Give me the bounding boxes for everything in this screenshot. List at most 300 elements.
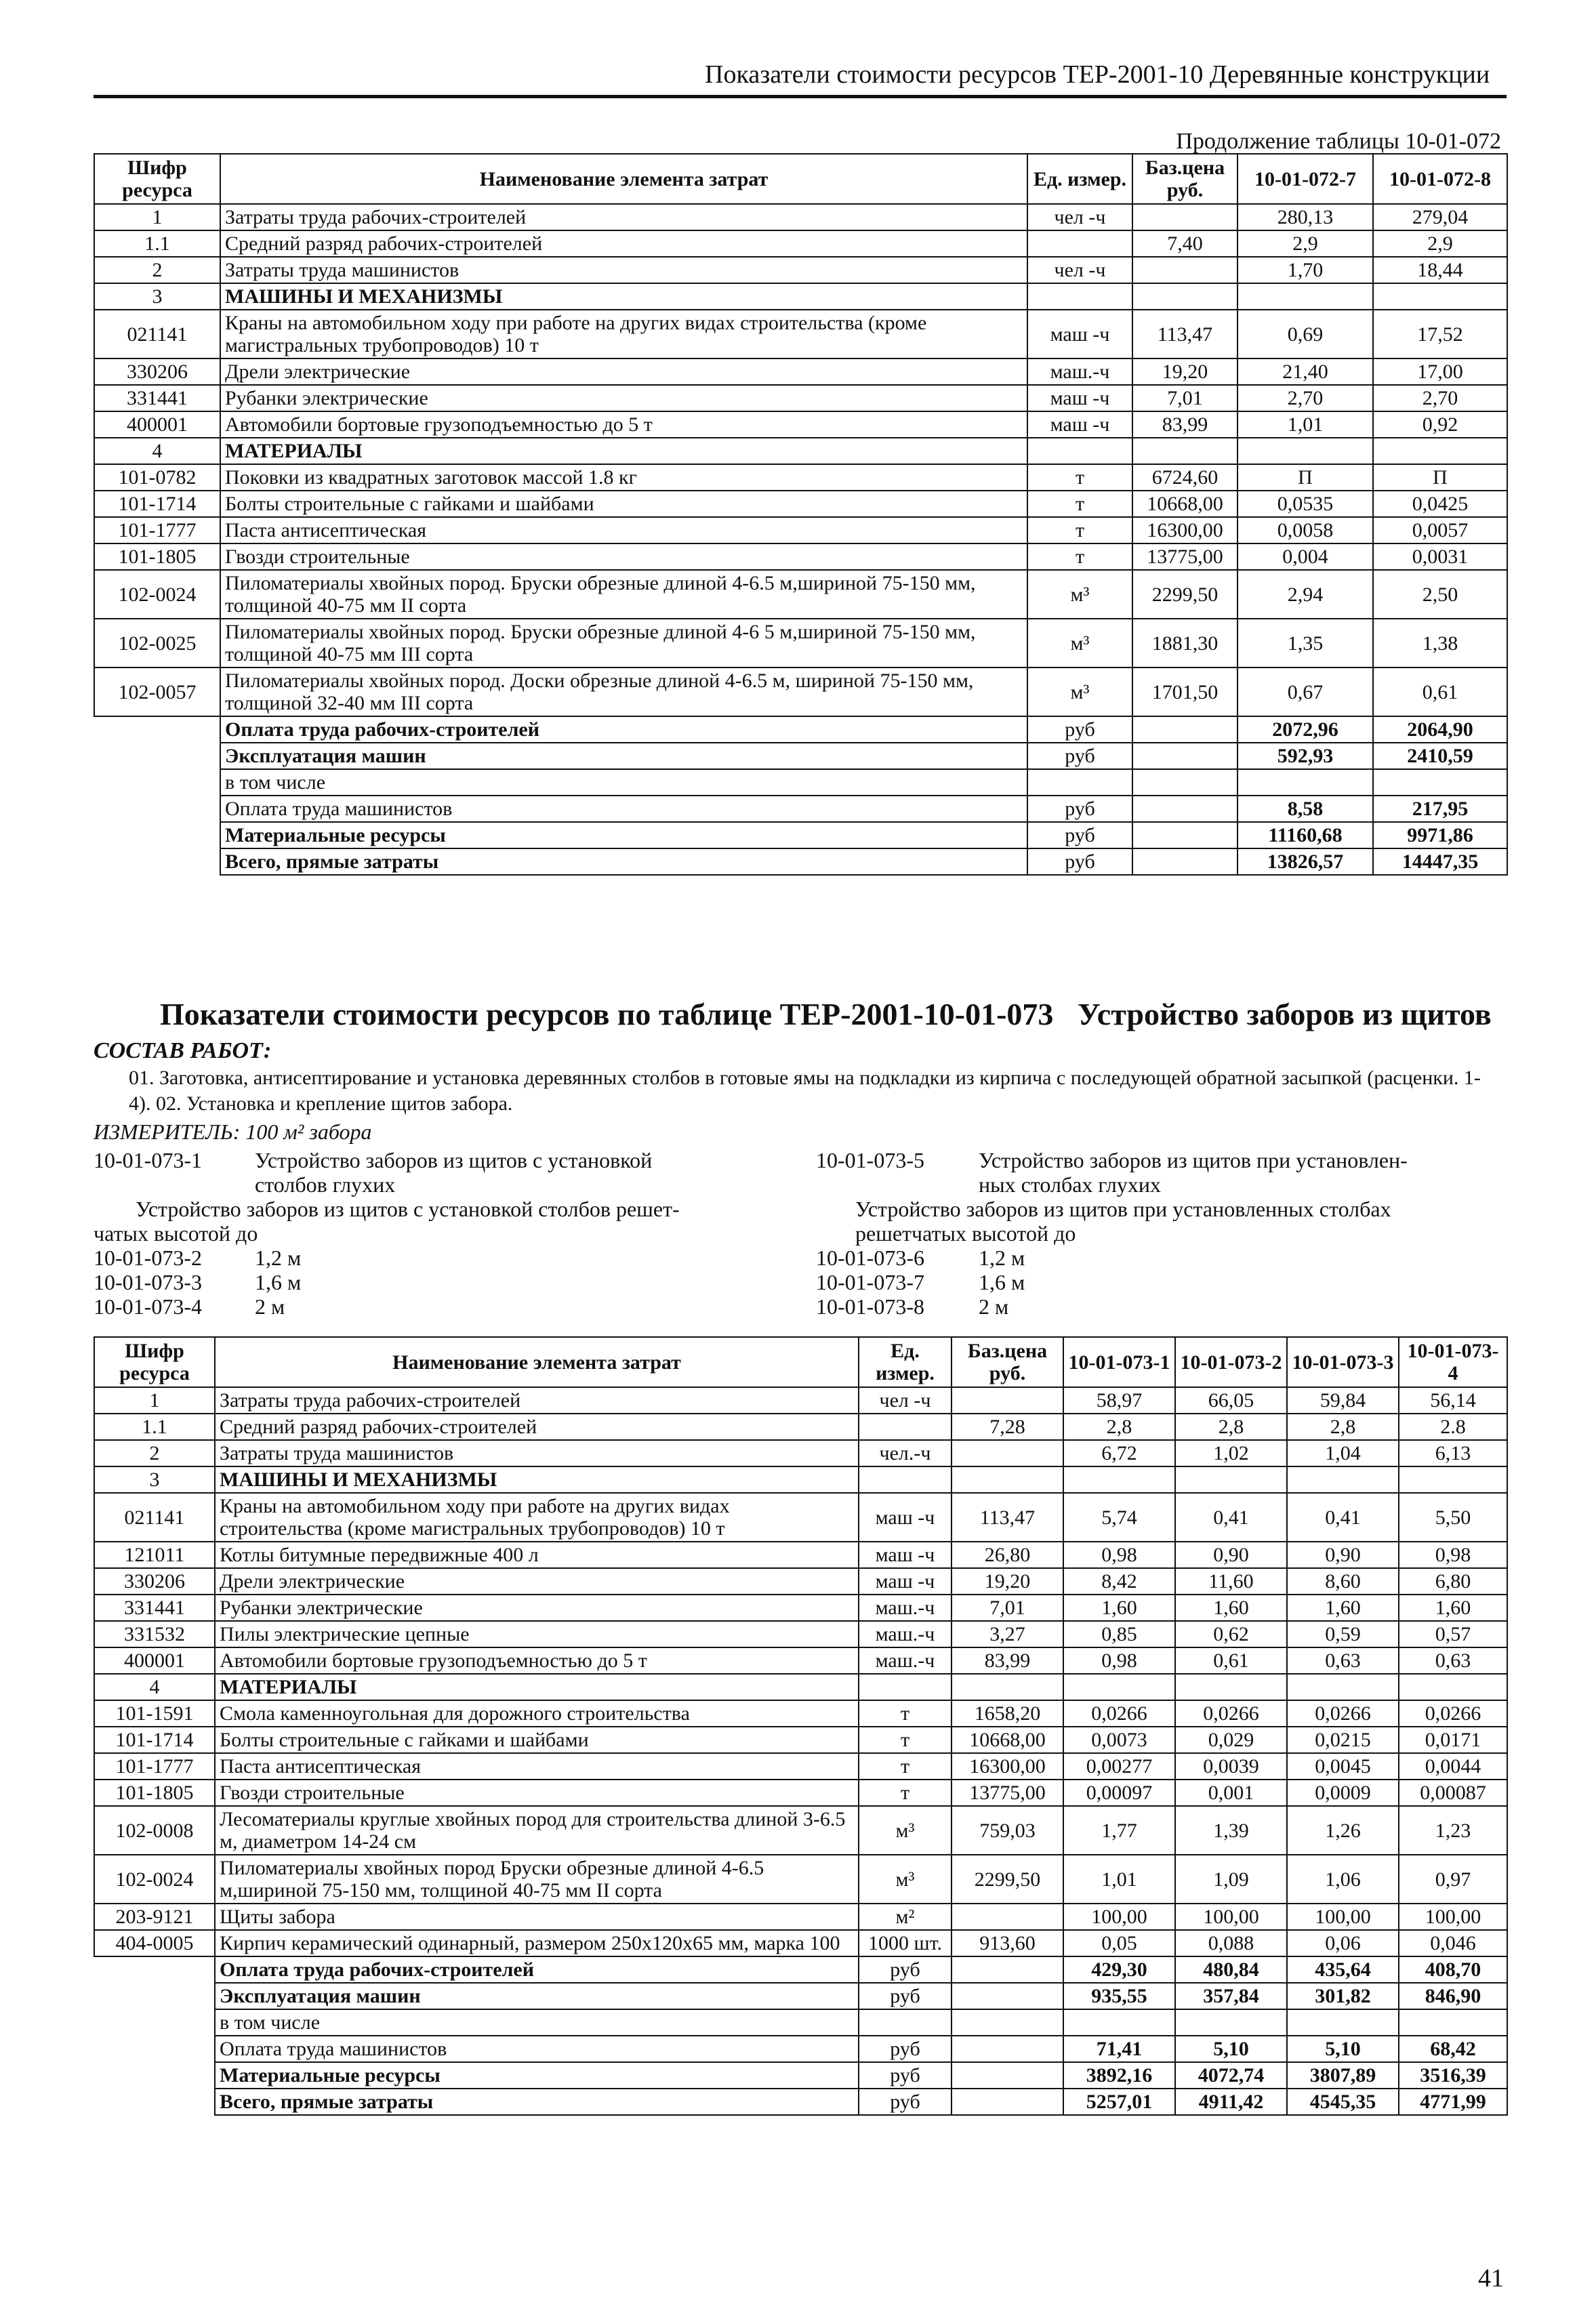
item-name-cell: Затраты труда рабочих-строителей [220,204,1027,230]
unit-cell: чел -ч [859,1387,952,1414]
table-row [94,230,1507,257]
total-value-cell: 8,58 [1237,796,1373,822]
table-row [94,204,1507,230]
unit-cell: т [1027,543,1132,570]
resource-code-cell: 101-1714 [94,491,220,517]
item-name-cell: Затраты труда машинистов [220,257,1027,283]
variant-height: 1,2 м [255,1246,302,1270]
total-label-cell: Эксплуатация машин [220,743,1027,769]
norm-value-cell [1063,1466,1175,1493]
norm-value-cell: 2,9 [1237,230,1373,257]
resource-code-cell: 102-0024 [94,1855,215,1904]
norm-value-cell: 0,0073 [1063,1727,1175,1753]
item-name-cell: Котлы битумные передвижные 400 л [215,1542,859,1568]
base-price-cell: 913,60 [952,1930,1063,1956]
resource-code-cell: 3 [94,283,220,310]
unit-cell: м³ [1027,570,1132,619]
variant-height: 1,6 м [255,1270,302,1294]
resource-code-cell: 3 [94,1466,215,1493]
table-row [94,411,1507,438]
header-cell: Баз.цена руб. [1132,154,1237,204]
norm-value-cell: 0,0009 [1287,1780,1399,1806]
norm-value-cell: 6,72 [1063,1440,1175,1466]
totals-row [94,848,1507,875]
unit-cell: маш.-ч [859,1621,952,1647]
base-price-cell: 113,47 [1132,310,1237,358]
item-name-cell: Пиломатериалы хвойных пород. Бруски обрезные длиной 4-6 5 м,шириной 75-150 мм, толщиной 40-75 мм III сорта [220,619,1027,667]
total-value-cell: руб [1027,822,1132,848]
totals-row [94,822,1507,848]
variant-text: Устройство заборов из щитов с установкой [255,1148,653,1172]
base-price-cell: 1701,50 [1132,667,1237,716]
base-price-cell [952,1466,1063,1493]
total-value-cell: 4911,42 [1175,2089,1287,2115]
variant-code: 10-01-073-6 [816,1246,924,1270]
resource-code-cell: 203-9121 [94,1904,215,1930]
norm-value-cell: 1,02 [1175,1440,1287,1466]
table-row [94,491,1507,517]
table-row [94,1466,1507,1493]
total-value-cell [952,2062,1063,2089]
base-price-cell: 13775,00 [952,1780,1063,1806]
total-value-cell: 3892,16 [1063,2062,1175,2089]
norm-value-cell: 6,80 [1399,1568,1507,1595]
empty-cell [94,2009,215,2036]
variant-code: 10-01-073-7 [816,1270,924,1294]
norm-value-cell: 0,98 [1063,1647,1175,1674]
base-price-cell [952,1674,1063,1700]
norm-value-cell: 8,42 [1063,1568,1175,1595]
resource-code-cell: 101-1777 [94,1753,215,1780]
item-name-cell: Поковки из квадратных заготовок массой 1.8 кг [220,464,1027,491]
unit-cell: т [859,1753,952,1780]
norm-value-cell: 0,97 [1399,1855,1507,1904]
table-row [94,1674,1507,1700]
norm-value-cell: 1,60 [1175,1595,1287,1621]
table-row [94,1568,1507,1595]
total-value-cell: 68,42 [1399,2036,1507,2062]
table-row [94,1806,1507,1855]
variant-code: 10-01-073-4 [94,1294,202,1319]
item-name-cell: Щиты забора [215,1904,859,1930]
norm-value-cell: 2,70 [1237,385,1373,411]
total-value-cell: 5,10 [1287,2036,1399,2062]
header-cell: 10-01-072-7 [1237,154,1373,204]
table-row [94,1414,1507,1440]
base-price-cell: 3,27 [952,1621,1063,1647]
norm-value-cell: 0,69 [1237,310,1373,358]
table-row [94,517,1507,543]
table-row [94,358,1507,385]
total-value-cell: руб [859,2062,952,2089]
norm-value-cell: 100,00 [1399,1904,1507,1930]
total-value-cell [1237,769,1373,796]
total-value-cell [1132,716,1237,743]
empty-cell [94,2062,215,2089]
empty-cell [94,2089,215,2115]
unit-cell: м³ [859,1806,952,1855]
norm-value-cell: 58,97 [1063,1387,1175,1414]
item-name-cell: МАШИНЫ И МЕХАНИЗМЫ [220,283,1027,310]
total-label-cell: Материальные ресурсы [220,822,1027,848]
resource-code-cell: 021141 [94,310,220,358]
base-price-cell: 19,20 [952,1568,1063,1595]
item-name-cell: Затраты труда машинистов [215,1440,859,1466]
norm-value-cell: 0,046 [1399,1930,1507,1956]
total-value-cell: руб [1027,743,1132,769]
total-value-cell: 435,64 [1287,1956,1399,1983]
item-name-cell: Гвозди строительные [220,543,1027,570]
total-label-cell: Всего, прямые затраты [215,2089,859,2115]
item-name-cell: Краны на автомобильном ходу при работе на других видах строительства (кроме магистральных трубопроводов) 10 т [220,310,1027,358]
norm-value-cell: 0,61 [1175,1647,1287,1674]
total-label-cell: Всего, прямые затраты [220,848,1027,875]
norm-value-cell: 1,26 [1287,1806,1399,1855]
item-name-cell: МАШИНЫ И МЕХАНИЗМЫ [215,1466,859,1493]
total-value-cell: 71,41 [1063,2036,1175,2062]
norm-value-cell: 5,50 [1399,1493,1507,1542]
norm-value-cell: 0,63 [1287,1647,1399,1674]
resource-code-cell: 330206 [94,1568,215,1595]
total-value-cell: 2072,96 [1237,716,1373,743]
norm-value-cell: 1,04 [1287,1440,1399,1466]
total-value-cell [1132,848,1237,875]
table-row [94,1387,1507,1414]
norm-value-cell: 21,40 [1237,358,1373,385]
norm-value-cell [1175,1674,1287,1700]
base-price-cell [1132,257,1237,283]
unit-cell: маш.-ч [1027,358,1132,385]
total-value-cell [1132,743,1237,769]
norm-value-cell: 0,98 [1399,1542,1507,1568]
table-row [94,257,1507,283]
base-price-cell: 83,99 [1132,411,1237,438]
total-value-cell: 9971,86 [1373,822,1507,848]
norm-value-cell: 280,13 [1237,204,1373,230]
norm-value-cell: 0,05 [1063,1930,1175,1956]
norm-value-cell: 0,001 [1175,1780,1287,1806]
variant-height: 1,2 м [979,1246,1025,1270]
norm-value-cell: 100,00 [1175,1904,1287,1930]
variant-code: 10-01-073-1 [94,1148,202,1172]
total-value-cell: руб [859,2089,952,2115]
total-value-cell [952,1983,1063,2009]
item-name-cell: Болты строительные с гайками и шайбами [215,1727,859,1753]
base-price-cell: 6724,60 [1132,464,1237,491]
norm-value-cell: 2,94 [1237,570,1373,619]
total-label-cell: Оплата труда машинистов [215,2036,859,2062]
total-value-cell: руб [1027,848,1132,875]
norm-value-cell: 56,14 [1399,1387,1507,1414]
norm-value-cell: 1,06 [1287,1855,1399,1904]
item-name-cell: Автомобили бортовые грузоподъемностью до 5 т [220,411,1027,438]
norm-value-cell: 0,63 [1399,1647,1507,1674]
unit-cell: м³ [1027,667,1132,716]
item-name-cell: Рубанки электрические [215,1595,859,1621]
norm-value-cell: 1,60 [1399,1595,1507,1621]
resource-code-cell: 1 [94,1387,215,1414]
item-name-cell: Смола каменноугольная для дорожного строительства [215,1700,859,1727]
base-price-cell [952,1387,1063,1414]
item-name-cell: Затраты труда рабочих-строителей [215,1387,859,1414]
unit-cell: маш -ч [859,1568,952,1595]
item-name-cell: Гвозди строительные [215,1780,859,1806]
norm-value-cell: 59,84 [1287,1387,1399,1414]
running-header: Показатели стоимости ресурсов ТЕР-2001-10 Деревянные конструкции [705,60,1490,89]
norm-value-cell [1063,1674,1175,1700]
variant-text: решетчатых высотой до [855,1221,1076,1246]
resource-code-cell: 330206 [94,358,220,385]
total-value-cell [1175,2009,1287,2036]
variant-code: 10-01-073-5 [816,1148,924,1172]
norm-value-cell [1175,1466,1287,1493]
totals-row [94,796,1507,822]
header-cell: 10-01-073-2 [1175,1337,1287,1387]
unit-cell: чел -ч [1027,204,1132,230]
norm-value-cell: 17,00 [1373,358,1507,385]
total-value-cell [859,2009,952,2036]
total-value-cell: руб [1027,796,1132,822]
total-value-cell: 408,70 [1399,1956,1507,1983]
norm-value-cell: 279,04 [1373,204,1507,230]
unit-cell: т [859,1700,952,1727]
total-value-cell: 4771,99 [1399,2089,1507,2115]
base-price-cell [1132,204,1237,230]
base-price-cell: 113,47 [952,1493,1063,1542]
table-row [94,1647,1507,1674]
total-value-cell [1132,796,1237,822]
base-price-cell: 759,03 [952,1806,1063,1855]
item-name-cell: Болты строительные с гайками и шайбами [220,491,1027,517]
totals-row [94,2009,1507,2036]
resource-code-cell: 102-0008 [94,1806,215,1855]
base-price-cell: 83,99 [952,1647,1063,1674]
norm-value-cell [1237,283,1373,310]
unit-cell: т [1027,491,1132,517]
resource-code-cell: 101-1805 [94,543,220,570]
total-value-cell: руб [859,1956,952,1983]
item-name-cell: Пиломатериалы хвойных пород. Бруски обрезные длиной 4-6.5 м,шириной 75-150 мм, толщиной 40-75 мм II сорта [220,570,1027,619]
table-row [94,1753,1507,1780]
norm-value-cell: 0,90 [1287,1542,1399,1568]
resource-code-cell: 102-0024 [94,570,220,619]
item-name-cell: Пилы электрические цепные [215,1621,859,1647]
norm-value-cell: 1,38 [1373,619,1507,667]
norm-value-cell: 0,00277 [1063,1753,1175,1780]
variant-height: 2 м [979,1294,1009,1319]
total-value-cell [952,2089,1063,2115]
norm-value-cell: 1,70 [1237,257,1373,283]
table-row [94,1595,1507,1621]
total-value-cell [952,1956,1063,1983]
base-price-cell: 1658,20 [952,1700,1063,1727]
total-value-cell: 11160,68 [1237,822,1373,848]
totals-row [94,2036,1507,2062]
table-row [94,570,1507,619]
unit-cell: т [1027,464,1132,491]
norm-value-cell: 2,50 [1373,570,1507,619]
totals-row [94,1956,1507,1983]
header-cell: 10-01-072-8 [1373,154,1507,204]
totals-row [94,1983,1507,2009]
header-cell: Шифр ресурса [94,154,220,204]
base-price-cell: 7,01 [952,1595,1063,1621]
empty-cell [94,822,220,848]
norm-value-cell: 17,52 [1373,310,1507,358]
total-value-cell: 5257,01 [1063,2089,1175,2115]
total-value-cell [1063,2009,1175,2036]
unit-cell: маш.-ч [859,1595,952,1621]
norm-value-cell: 0,0039 [1175,1753,1287,1780]
norm-value-cell: 2,70 [1373,385,1507,411]
total-value-cell: 4072,74 [1175,2062,1287,2089]
unit-cell [1027,438,1132,464]
total-value-cell: 935,55 [1063,1983,1175,2009]
total-value-cell: 14447,35 [1373,848,1507,875]
item-name-cell: Лесоматериалы круглые хвойных пород для строительства длиной 3-6.5 м, диаметром 14-24 см [215,1806,859,1855]
totals-row [94,769,1507,796]
norm-value-cell: 0,92 [1373,411,1507,438]
variant-code: 10-01-073-8 [816,1294,924,1319]
norm-value-cell [1287,1674,1399,1700]
norm-value-cell: 1,01 [1063,1855,1175,1904]
variant-text: Устройство заборов из щитов с установкой столбов решет- [136,1197,680,1221]
table-row [94,619,1507,667]
total-value-cell: 2410,59 [1373,743,1507,769]
totals-row [94,743,1507,769]
section-title: Показатели стоимости ресурсов по таблице ТЕР-2001-10-01-073 [160,997,1054,1031]
empty-cell [94,769,220,796]
resource-code-cell: 101-1777 [94,517,220,543]
resource-code-cell: 400001 [94,1647,215,1674]
resource-code-cell: 4 [94,438,220,464]
unit-cell: м³ [1027,619,1132,667]
norm-value-cell: 1,35 [1237,619,1373,667]
variant-text: ных столбах глухих [979,1172,1162,1197]
resource-code-cell: 101-1714 [94,1727,215,1753]
item-name-cell: МАТЕРИАЛЫ [220,438,1027,464]
total-value-cell [952,2036,1063,2062]
norm-value-cell: 0,41 [1287,1493,1399,1542]
total-value-cell: 429,30 [1063,1956,1175,1983]
unit-cell: чел -ч [1027,257,1132,283]
variant-text: Устройство заборов из щитов при установленных столбах [855,1197,1391,1221]
item-name-cell: Пиломатериалы хвойных пород Бруски обрезные длиной 4-6.5 м,шириной 75-150 мм, толщиной 40-75 мм II сорта [215,1855,859,1904]
table-row [94,283,1507,310]
variant-height: 2 м [255,1294,285,1319]
table-row [94,1542,1507,1568]
totals-row [94,2089,1507,2115]
table-row [94,464,1507,491]
unit-cell [859,1414,952,1440]
unit-cell: маш.-ч [859,1647,952,1674]
norm-value-cell: 0,41 [1175,1493,1287,1542]
norm-value-cell: 8,60 [1287,1568,1399,1595]
table-row [94,1700,1507,1727]
resource-code-cell: 400001 [94,411,220,438]
norm-value-cell: 100,00 [1063,1904,1175,1930]
norm-value-cell: 1,09 [1175,1855,1287,1904]
resource-code-cell: 331532 [94,1621,215,1647]
total-value-cell: 2064,90 [1373,716,1507,743]
total-label-cell: Эксплуатация машин [215,1983,859,2009]
norm-value-cell: 0,90 [1175,1542,1287,1568]
table-row [94,1904,1507,1930]
total-value-cell [1027,769,1132,796]
norm-value-cell: 0,004 [1237,543,1373,570]
table-row [94,1440,1507,1466]
norm-value-cell [1287,1466,1399,1493]
total-value-cell: 5,10 [1175,2036,1287,2062]
norm-value-cell: 0,67 [1237,667,1373,716]
norm-value-cell: 66,05 [1175,1387,1287,1414]
total-value-cell: 480,84 [1175,1956,1287,1983]
item-name-cell: Автомобили бортовые грузоподъемностью до 5 т [215,1647,859,1674]
norm-value-cell: 18,44 [1373,257,1507,283]
norm-value-cell: 0,0058 [1237,517,1373,543]
total-label-cell: Оплата труда машинистов [220,796,1027,822]
norm-value-cell: 2,8 [1175,1414,1287,1440]
norm-value-cell [1237,438,1373,464]
resource-code-cell: 101-1805 [94,1780,215,1806]
resource-code-cell: 101-1591 [94,1700,215,1727]
totals-row [94,2062,1507,2089]
total-value-cell [1132,822,1237,848]
base-price-cell: 2299,50 [1132,570,1237,619]
resource-code-cell: 102-0057 [94,667,220,716]
unit-cell: т [859,1727,952,1753]
base-price-cell: 16300,00 [1132,517,1237,543]
norm-value-cell: 2,8 [1287,1414,1399,1440]
item-name-cell: Дрели электрические [215,1568,859,1595]
resource-code-cell: 121011 [94,1542,215,1568]
unit-cell: м³ [859,1855,952,1904]
unit-cell: 1000 шт. [859,1930,952,1956]
norm-value-cell: 0,59 [1287,1621,1399,1647]
norm-value-cell: 11,60 [1175,1568,1287,1595]
resource-code-cell: 1.1 [94,230,220,257]
norm-value-cell: 0,0031 [1373,543,1507,570]
variant-text: столбов глухих [255,1172,396,1197]
table-row [94,310,1507,358]
header-cell: Ед. измер. [1027,154,1132,204]
unit-cell: маш -ч [1027,385,1132,411]
item-name-cell: Рубанки электрические [220,385,1027,411]
norm-value-cell: 1,77 [1063,1806,1175,1855]
total-label-cell: Оплата труда рабочих-строителей [215,1956,859,1983]
base-price-cell: 7,01 [1132,385,1237,411]
resource-table-072 [94,153,1508,876]
unit-cell [1027,230,1132,257]
norm-value-cell: 0,0045 [1287,1753,1399,1780]
norm-value-cell: 0,62 [1175,1621,1287,1647]
page-number: 41 [1478,2264,1504,2293]
table-row [94,1727,1507,1753]
header-cell: Шифр ресурса [94,1337,215,1387]
total-value-cell: 846,90 [1399,1983,1507,2009]
total-label-cell: Оплата труда рабочих-строителей [220,716,1027,743]
item-name-cell: Средний разряд рабочих-строителей [220,230,1027,257]
norm-value-cell: 0,0425 [1373,491,1507,517]
unit-cell: маш -ч [859,1542,952,1568]
variant-code: 10-01-073-3 [94,1270,202,1294]
base-price-cell [952,1440,1063,1466]
norm-value-cell: 0,029 [1175,1727,1287,1753]
norm-value-cell: 1,39 [1175,1806,1287,1855]
table-row [94,1621,1507,1647]
norm-value-cell: 100,00 [1287,1904,1399,1930]
resource-code-cell: 331441 [94,1595,215,1621]
